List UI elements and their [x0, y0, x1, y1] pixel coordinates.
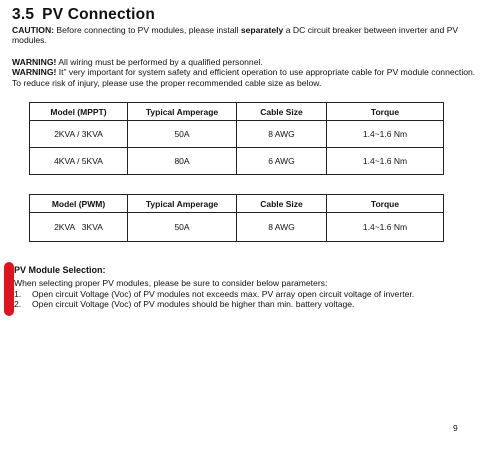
warning-line: [12, 57, 486, 67]
header-cable-size: Cable Size: [237, 195, 327, 213]
pwm-cable-table: [29, 194, 444, 242]
header-torque: Torque: [327, 103, 444, 121]
caution-paragraph: [12, 25, 486, 46]
caution-emphasis: separately: [240, 25, 284, 35]
header-amperage: Typical Amperage: [128, 103, 237, 121]
table-row: [30, 121, 444, 148]
pv-selection-list: [14, 289, 414, 310]
cell-amperage: 50A: [128, 121, 237, 148]
cell-torque: 1.4~1.6 Nm: [327, 121, 444, 148]
cell-cable-size: 8 AWG: [237, 121, 327, 148]
list-item: [14, 289, 414, 299]
cell-model: 4KVA / 5KVA: [30, 148, 128, 175]
cell-cable-size: 6 AWG: [237, 148, 327, 175]
cell-amperage: 80A: [128, 148, 237, 175]
cell-cable-size: 8 AWG: [237, 213, 327, 242]
pv-selection-intro: When selecting proper PV modules, please be sure to consider below parameters:: [14, 278, 328, 288]
header-torque: Torque: [327, 195, 444, 213]
table-header-row: [30, 103, 444, 121]
warning-line: [12, 67, 486, 88]
cell-amperage: 50A: [128, 213, 237, 242]
section-title: [12, 6, 155, 24]
header-amperage: Typical Amperage: [128, 195, 237, 213]
warning-label: WARNING!: [12, 57, 57, 67]
pv-selection-title: PV Module Selection:: [14, 265, 106, 275]
table-row: [30, 148, 444, 175]
list-item-text: Open circuit Voltage (Voc) of PV modules not exceeds max. PV array open circuit voltage of inverter.: [32, 289, 415, 299]
warning-text: All wiring must be performed by a qualified personnel.: [56, 57, 263, 67]
section-number: 3.5: [12, 6, 35, 23]
caution-text-before: Before connecting to PV modules, please install: [54, 25, 241, 35]
list-item-number: 2.: [14, 299, 22, 310]
header-model: Model (PWM): [30, 195, 128, 213]
caution-text-after: a DC circuit breaker between inverter and PV modules.: [12, 25, 459, 46]
table-header-row: [30, 195, 444, 213]
caution-label: CAUTION:: [12, 25, 55, 35]
page-number: 9: [453, 423, 458, 433]
table-row: [30, 213, 444, 242]
warnings-block: [12, 57, 486, 88]
cell-model: 2KVA / 3KVA: [30, 121, 128, 148]
red-highlight-mark: [4, 262, 14, 316]
header-model: Model (MPPT): [30, 103, 128, 121]
mppt-cable-table: [29, 102, 444, 175]
cell-torque: 1.4~1.6 Nm: [327, 148, 444, 175]
list-item-number: 1.: [14, 289, 22, 299]
header-cable-size: Cable Size: [237, 103, 327, 121]
section-title-text: PV Connection: [42, 6, 155, 23]
list-item-text: Open circuit Voltage (Voc) of PV modules should be higher than min. battery voltage.: [32, 299, 355, 310]
warning-text: It” very important for system safety and efficient operation to use appropriate cable for PV module connection. To reduce risk of injury, please use the proper recommended cable size as below.: [12, 67, 476, 88]
list-item: [14, 299, 414, 309]
warning-label: WARNING!: [12, 67, 57, 78]
cell-torque: 1.4~1.6 Nm: [327, 213, 444, 242]
cell-model: 2KVA 3KVA: [30, 213, 128, 242]
